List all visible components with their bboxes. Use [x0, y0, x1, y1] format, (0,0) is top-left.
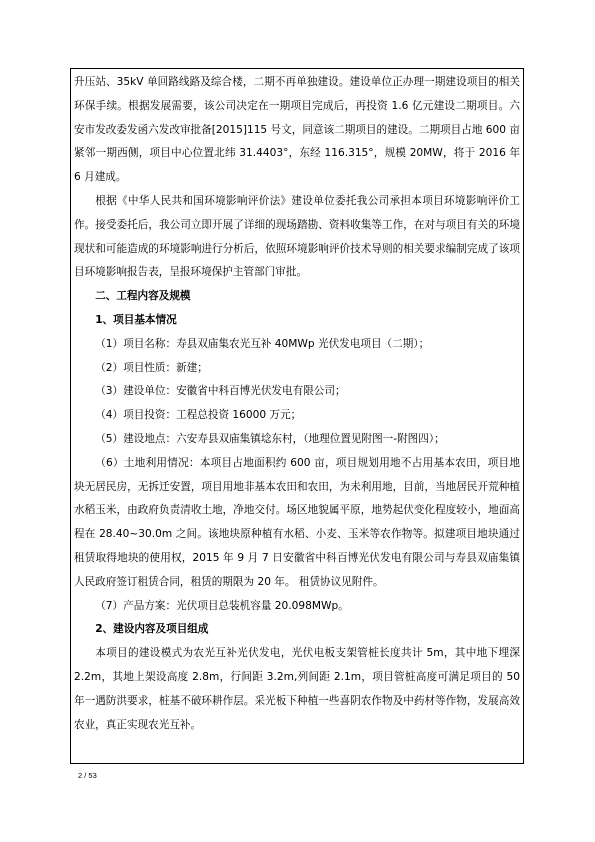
paragraph-construction-mode: 本项目的建设模式为农光互补光伏发电，光伏电板支架管桩长度共计 5m，其中地下埋深 2.2m，其地上架设高度 2.8m，行间距 3.2m,列间距 2.1m，项目管桩高度可满足项目的 50 年一遇防洪要求，桩基不破环耕作层。采光板下种植一些喜阴农作物及中药材等作物，发展高效农业，真正实现农光互补。 — [74, 647, 520, 731]
item-project-nature: （2）项目性质：新建； — [95, 361, 208, 374]
item-project-name: （1）项目名称：寿县双庙集农光互补 40MWp 光伏发电项目（二期）； — [95, 337, 430, 350]
item-location: （5）建设地点：六安寿县双庙集镇埝东村，（地理位置见附图一-附图四）； — [95, 432, 445, 445]
section-heading-scope: 二、工程内容及规模 — [95, 290, 191, 303]
item-construction-unit: （3）建设单位：安徽省中科百博光伏发电有限公司； — [95, 385, 346, 398]
subsection-heading-basic-info: 1、项目基本情况 — [95, 313, 177, 326]
item-product-plan: （7）产品方案：光伏项目总装机容量 20.098MWp。 — [95, 599, 349, 612]
item-investment: （4）项目投资：工程总投资 16000 万元； — [95, 409, 302, 422]
page-number: 2 / 53 — [78, 771, 97, 780]
paragraph-project-background: 升压站、35kV 单回路线路及综合楼，二期不再单独建设。建设单位正办理一期建设项目的相关环保手续。根据发展需要，该公司决定在一期项目完成后，再投资 1.6 亿元建设二期项目。六安市发改委发函六发改审批备[2015]115 号文，同意该二期项目的建设。二期项目占地 600 亩紧邻一期西侧，项目中心位置北纬 31.4403°，东经 116.315°，规模 20MW，将于 2016 年 6 月建成。 — [74, 76, 520, 184]
item-land-use: （6）土地利用情况：本项目占地面积约 600 亩，项目规划用地不占用基本农田，项目地块无居民房，无拆迁安置，项目用地非基本农田和农田，为未利用地，目前，当地居民开荒种植水稻玉米，由政府负责清收土地，净地交付。场区地貌属平原，地势起伏变化程度较小，地面高程在 28.40~30.0m 之间。该地块原种植有水稻、小麦、玉米等农作物等。拟建项目地块通过租赁取得地块的使用权，2015 年 9 月 7 日安徽省中科百博光伏发电有限公司与寿县双庙集镇人民政府签订租赁合同，租赁的期限为 20 年。 租赁协议见附件。 — [74, 456, 520, 588]
document-body — [70, 71, 524, 737]
subsection-heading-construction: 2、建设内容及项目组成 — [95, 623, 209, 636]
paragraph-assessment-basis: 根据《中华人民共和国环境影响评价法》建设单位委托我公司承担本项目环境影响评价工作。接受委托后，我公司立即开展了详细的现场踏勘、资料收集等工作，在对与项目有关的环境现状和可能造成的环境影响进行分析后，依照环境影响评价技术导则的相关要求编制完成了该项目环境影响报告表，呈报环境保护主管部门审批。 — [74, 194, 520, 279]
